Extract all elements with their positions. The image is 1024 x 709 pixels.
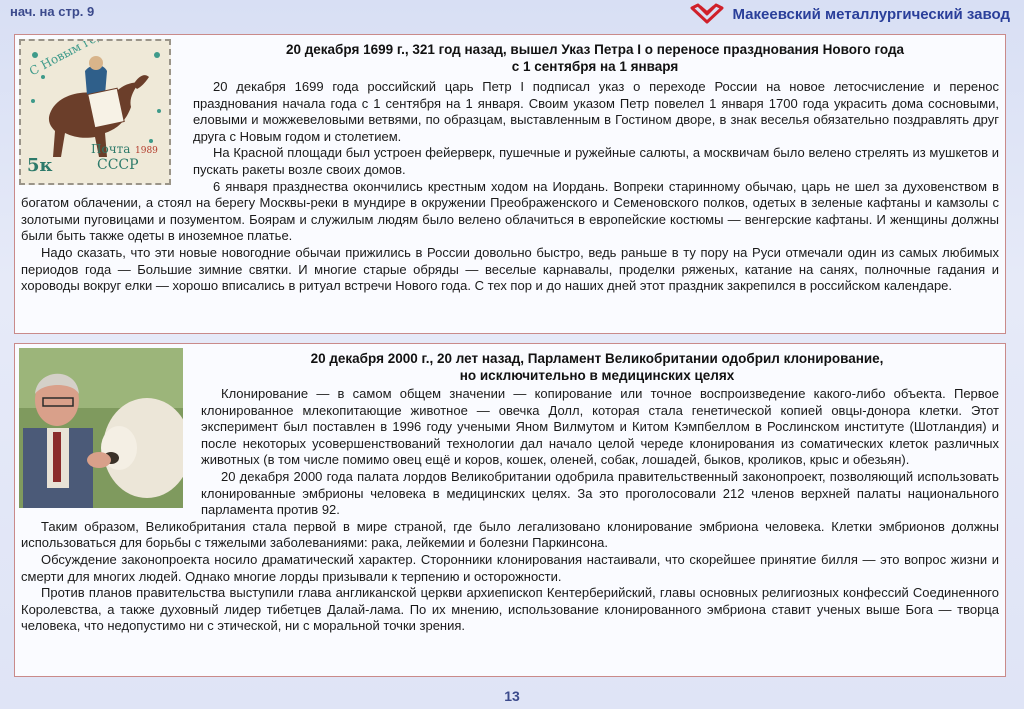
page-number: 13	[504, 688, 520, 704]
paragraph: Таким образом, Великобритания стала первой в мире страной, где было легализовано клонирование эмбриона человека. Клетки эмбрионов должны использоваться для борьбы с тяжелыми заболеваниями: рака, лейкемии и болезни Паркинсона.	[21, 518, 999, 551]
article-title-line: но исключительно в медицинских целях	[459, 368, 735, 383]
article-title	[197, 350, 997, 384]
article-title-line: с 1 сентября на 1 января	[511, 59, 679, 74]
article-body	[21, 386, 999, 635]
article-title	[191, 41, 999, 75]
brand	[690, 2, 1010, 26]
paragraph: 6 января празднества окончились крестным ходом на Иордань. Вопреки старинному обычаю, царь не шел за духовенством в богатом облачении, а стоял на берегу Москвы-реки в мундире в окружении Преображенского и Семеновского полков, одетых в зеленые кафтаны и камзолы с золотыми пуговицами и позументом. Боярам и служилым людям было велено облачиться в европейские костюмы — венгерские кафтаны. И женщины должны были быть также одеты в иноземное платье.	[21, 178, 999, 244]
stamp-country: СССР	[97, 157, 139, 173]
paragraph: Клонирование — в самом общем значении — копирование или точное воспроизведение какого-либо объекта. Первое клонированное млекопитающие животное — овечка Долл, которая стала генетической копией овцы-донора клетки. Этот эксперимент был поставлен в 1996 году учеными Яном Вилмутом и Китом Кэмпбеллом в Рослинском институте (Шотландия) и после некоторых усовершенствований технологии дал начало целой череде клонирования из соматических клеток различных животных (в том числе помимо овец ещё и коров, кошек, оленей, собак, лошадей, быков, кроликов, крыс и обезьян).	[201, 386, 999, 468]
page-header	[0, 0, 1024, 28]
continued-from-link[interactable]: нач. на стр. 9	[10, 4, 95, 19]
article-cloning-law	[14, 343, 1006, 677]
stamp-year: 1989	[135, 146, 158, 156]
mmz-logo-icon	[690, 2, 724, 26]
stamp-denomination: 5к	[27, 155, 53, 176]
paragraph: Надо сказать, что эти новые новогодние обычаи прижились в России довольно быстро, ведь раньше в ту пору на Руси отмечали один из самых любимых периодов года — Большие зимние святки. И многие старые обряды — веселые карнавалы, проделки ряженых, катание на санях, полночные гадания и хороводы вокруг елки — хорошо вписались в ритуал встречи Нового года. С тех пор и до наших дней этот праздник закрепился в российском календаре.	[21, 244, 999, 294]
article-title-line: 20 декабря 2000 г., 20 лет назад, Парламент Великобритании одобрил клонирование,	[310, 351, 884, 366]
paragraph: Против планов правительства выступили глава англиканской церкви архиепископ Кентерберийский, главы основных религиозных конфессий Соединенного Королевства, а также духовный лидер тибетцев Далай-лама. По их мнению, использование клонированного эмбриона ставит ученых выше Бога — творца человека, что недопустимо ни с этической, ни с моральной точки зрения.	[21, 585, 999, 634]
paragraph: Обсуждение законопроекта носило драматический характер. Сторонники клонирования настаивали, что скорейшее принятие билля — это вопрос жизни и смерти для многих людей. Однако многие лорды призывали к терпению и осторожности.	[21, 551, 999, 584]
paragraph: На Красной площади был устроен фейерверк, пушечные и ружейные салюты, а москвичам было велено стрелять из мушкетов и пускать ракеты возле своих домов.	[193, 145, 999, 177]
article-body	[21, 79, 999, 295]
paragraph: 20 декабря 1699 года российский царь Петр I подписал указ о переходе России на новое летосчисление и перенос празднования начала года с 1 сентября на 1 января. Своим указом Петр повелел 1 января 1700 года украсить дома сосновыми, еловыми и можжевеловыми ветвями, по образцам, выставленным в Гостином дворе, в знак веселья обязательно поздравлять друг друга с Новым годом и столетием.	[193, 79, 999, 144]
article-new-year-decree	[14, 34, 1006, 334]
brand-name: Макеевский металлургический завод	[732, 5, 1010, 23]
paragraph: 20 декабря 2000 года палата лордов Великобритании одобрила правительственный законопроект, позволяющий использовать клонированные эмбрионы человека в медицинских целях. За это проголосовали 212 членов верхней палаты национального парламента против 92.	[201, 468, 999, 518]
stamp-postage: Почта	[91, 142, 131, 156]
article-title-line: 20 декабря 1699 г., 321 год назад, вышел Указ Петра I о переносе празднования Нового года	[285, 42, 905, 57]
